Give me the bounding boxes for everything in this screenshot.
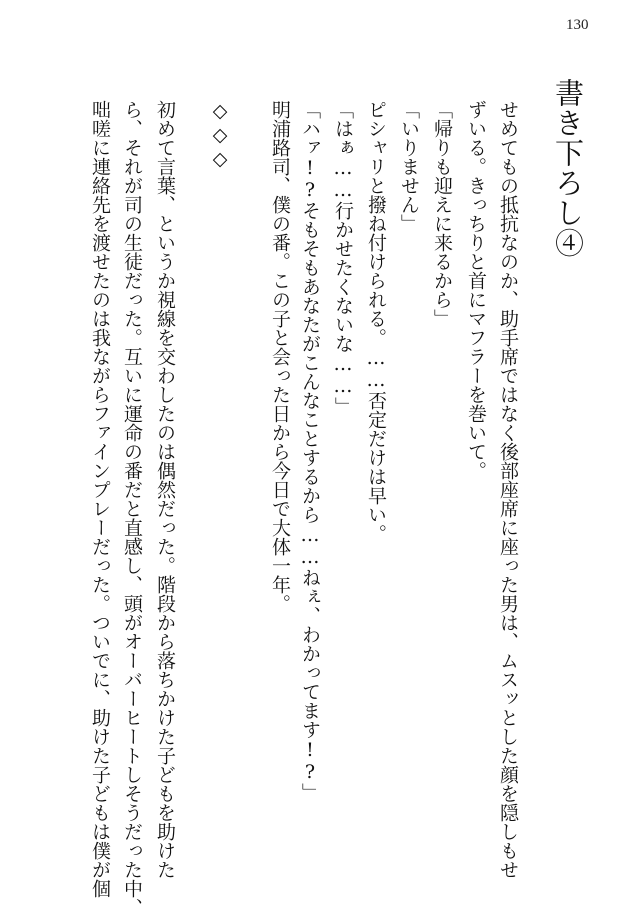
text-line-8: 明浦路司、僕の番。この子と会った日から今日で大体一年。 (269, 100, 291, 613)
page-number: 130 (566, 17, 589, 33)
text-line-12: 咄嗟に連絡先を渡せたのは我ながらファインプレーだった。ついでに、助けた子どもは僕が個 (89, 100, 111, 898)
text-line-5: ピシャリと撥ね付けられる。……否定だけは早い。 (365, 100, 387, 543)
text-line-1: せめてもの抵抗なのか、助手席ではなく後部座席に座った男は、ムスッとした顔を隠しもせ (497, 100, 519, 879)
scene-break-marker: ◇◇◇ (209, 100, 231, 172)
text-line-4: 「いりません」 (398, 100, 420, 233)
text-line-2: ずいる。きっちりと首にマフラーを巻いて。 (465, 100, 487, 480)
text-line-7: 「ハァ!?そもそもあなたがこんなことするから……ねぇ、わかってます!?」 (299, 100, 321, 802)
text-line-6: 「はぁ……行かせたくないな……」 (332, 100, 354, 416)
text-line-3: 「帰りも迎えに来るから」 (431, 100, 453, 328)
text-line-10: 初めて言葉、というか視線を交わしたのは偶然だった。階段から落ちかけた子どもを助けた (154, 100, 176, 879)
text-line-11: ら、それが司の生徒だった。互いに運命の番だと直感し、頭がオーバーヒートしそうだった中、 (121, 100, 143, 917)
chapter-title: 書き下ろし④ (551, 78, 585, 258)
